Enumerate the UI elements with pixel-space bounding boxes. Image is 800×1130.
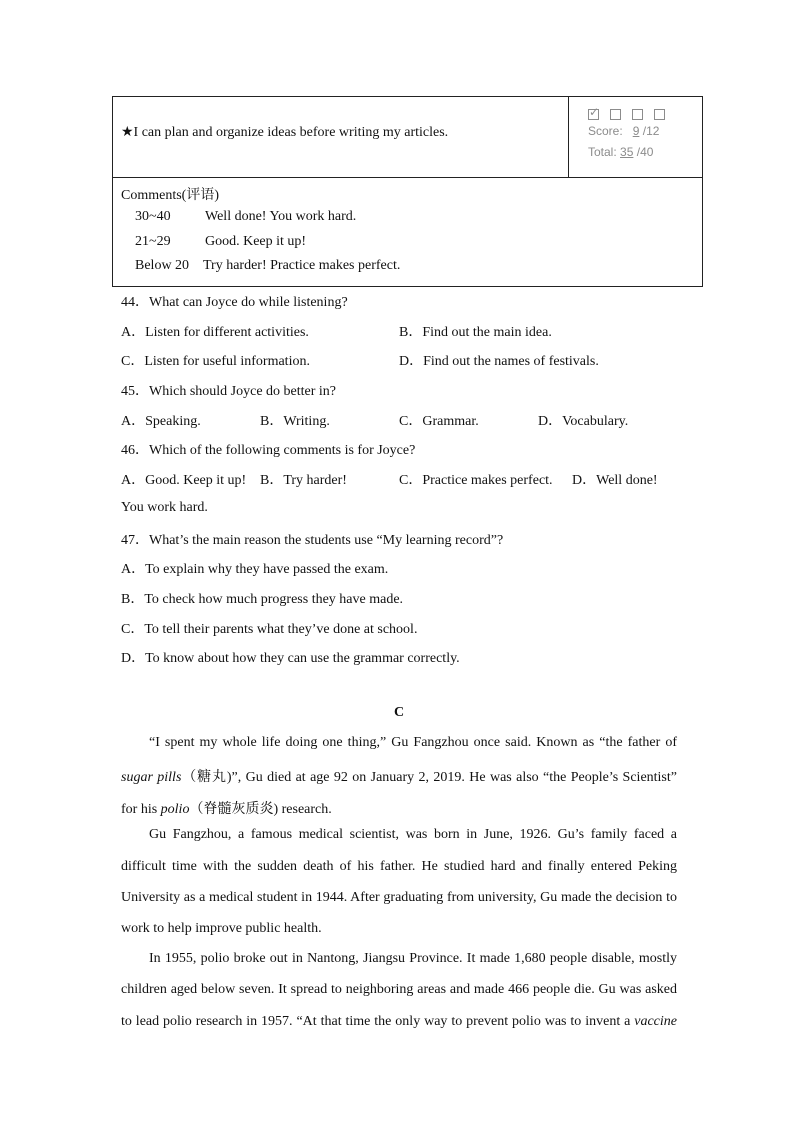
passage-text: for his xyxy=(121,802,161,817)
passage-text: （糖丸)”, Gu died at age 92 on January 2, 2019. He was also “the People’s Scientist” xyxy=(181,770,677,785)
score-value: 9 xyxy=(632,124,640,138)
answer-option[interactable]: B．To check how much progress they have made. xyxy=(121,592,404,607)
passage-text: （脊髓灰质炎) research. xyxy=(189,802,332,817)
question-stem: 46．Which of the following comments is for Joyce? xyxy=(121,443,416,458)
italic-term: vaccine xyxy=(634,1014,677,1029)
comment-range: 21~29 xyxy=(135,234,171,249)
answer-option[interactable]: D．Find out the names of festivals. xyxy=(399,354,599,369)
answer-option[interactable]: B．Try harder! xyxy=(260,473,347,488)
question-stem: 44．What can Joyce do while listening? xyxy=(121,295,348,310)
comment-text: Good. Keep it up! xyxy=(205,234,307,249)
record-statement: ★I can plan and organize ideas before writing my articles. xyxy=(121,125,449,140)
comment-text: Well done! You work hard. xyxy=(205,209,357,224)
score-max: /12 xyxy=(642,124,660,138)
italic-term: sugar pills xyxy=(121,770,182,785)
question-stem: 47．What’s the main reason the students use “My learning record”? xyxy=(121,533,504,548)
answer-option[interactable]: B．Find out the main idea. xyxy=(399,325,552,340)
answer-option[interactable]: C．Practice makes perfect. xyxy=(399,473,553,488)
passage-line xyxy=(121,766,677,786)
total-label: Total: xyxy=(588,145,617,159)
comment-row xyxy=(135,234,306,250)
passage-line: children aged below seven. It spread to neighboring areas and made 466 people die. Gu was asked xyxy=(121,982,677,997)
answer-option[interactable]: D．Vocabulary. xyxy=(538,414,629,429)
score-line xyxy=(588,124,659,138)
passage-text: to lead polio research in 1957. “At that time the only way to prevent polio was to invent a xyxy=(121,1014,635,1029)
answer-option[interactable]: C．Listen for useful information. xyxy=(121,354,310,369)
comment-row xyxy=(135,209,356,225)
passage-line: “I spent my whole life doing one thing,” Gu Fangzhou once said. Known as “the father of xyxy=(149,735,677,750)
passage-line: work to help improve public health. xyxy=(121,921,322,936)
passage-line xyxy=(121,1014,677,1030)
score-label: Score: xyxy=(588,124,623,138)
passage-line: difficult time with the sudden death of his father. He studied hard and finally entered Peking xyxy=(121,859,677,874)
comments-title: Comments(评语) xyxy=(121,188,219,203)
checked-checkbox-icon xyxy=(588,109,599,120)
passage-line xyxy=(121,798,677,818)
answer-option[interactable]: D．To know about how they can use the grammar correctly. xyxy=(121,651,460,666)
learning-record-table xyxy=(112,96,703,287)
total-max: /40 xyxy=(636,145,654,159)
total-line xyxy=(588,145,653,159)
checkbox-icon xyxy=(654,109,665,120)
answer-option[interactable]: D．Well done! xyxy=(572,473,658,488)
question-stem: 45．Which should Joyce do better in? xyxy=(121,384,337,399)
checkbox-icon xyxy=(610,109,621,120)
answer-option[interactable]: A．Speaking. xyxy=(121,414,201,429)
total-value: 35 xyxy=(620,145,634,159)
checkbox-icon xyxy=(632,109,643,120)
comment-text: Try harder! Practice makes perfect. xyxy=(203,258,401,273)
record-statement-cell xyxy=(113,97,569,177)
section-title: C xyxy=(394,705,405,720)
score-box xyxy=(585,109,695,169)
italic-term: polio xyxy=(160,802,190,817)
answer-option[interactable]: B．Writing. xyxy=(260,414,330,429)
answer-option[interactable]: C．Grammar. xyxy=(399,414,479,429)
answer-option[interactable]: A．Good. Keep it up! xyxy=(121,473,247,488)
record-row xyxy=(113,97,702,178)
passage-line: In 1955, polio broke out in Nantong, Jiangsu Province. It made 1,680 people disable, mostly xyxy=(149,951,677,966)
answer-option[interactable]: A．Listen for different activities. xyxy=(121,325,309,340)
answer-option[interactable]: C．To tell their parents what they’ve done at school. xyxy=(121,622,418,637)
answer-option-wrap: You work hard. xyxy=(121,500,208,515)
passage-line: Gu Fangzhou, a famous medical scientist, was born in June, 1926. Gu’s family faced a xyxy=(149,827,677,842)
comment-range: 30~40 xyxy=(135,209,171,224)
comment-range: Below 20 xyxy=(135,258,190,273)
answer-option[interactable]: A．To explain why they have passed the exam. xyxy=(121,562,389,577)
comment-row xyxy=(135,258,400,274)
passage-line: University as a medical student in 1944. After graduating from university, Gu made the decision to xyxy=(121,890,677,905)
